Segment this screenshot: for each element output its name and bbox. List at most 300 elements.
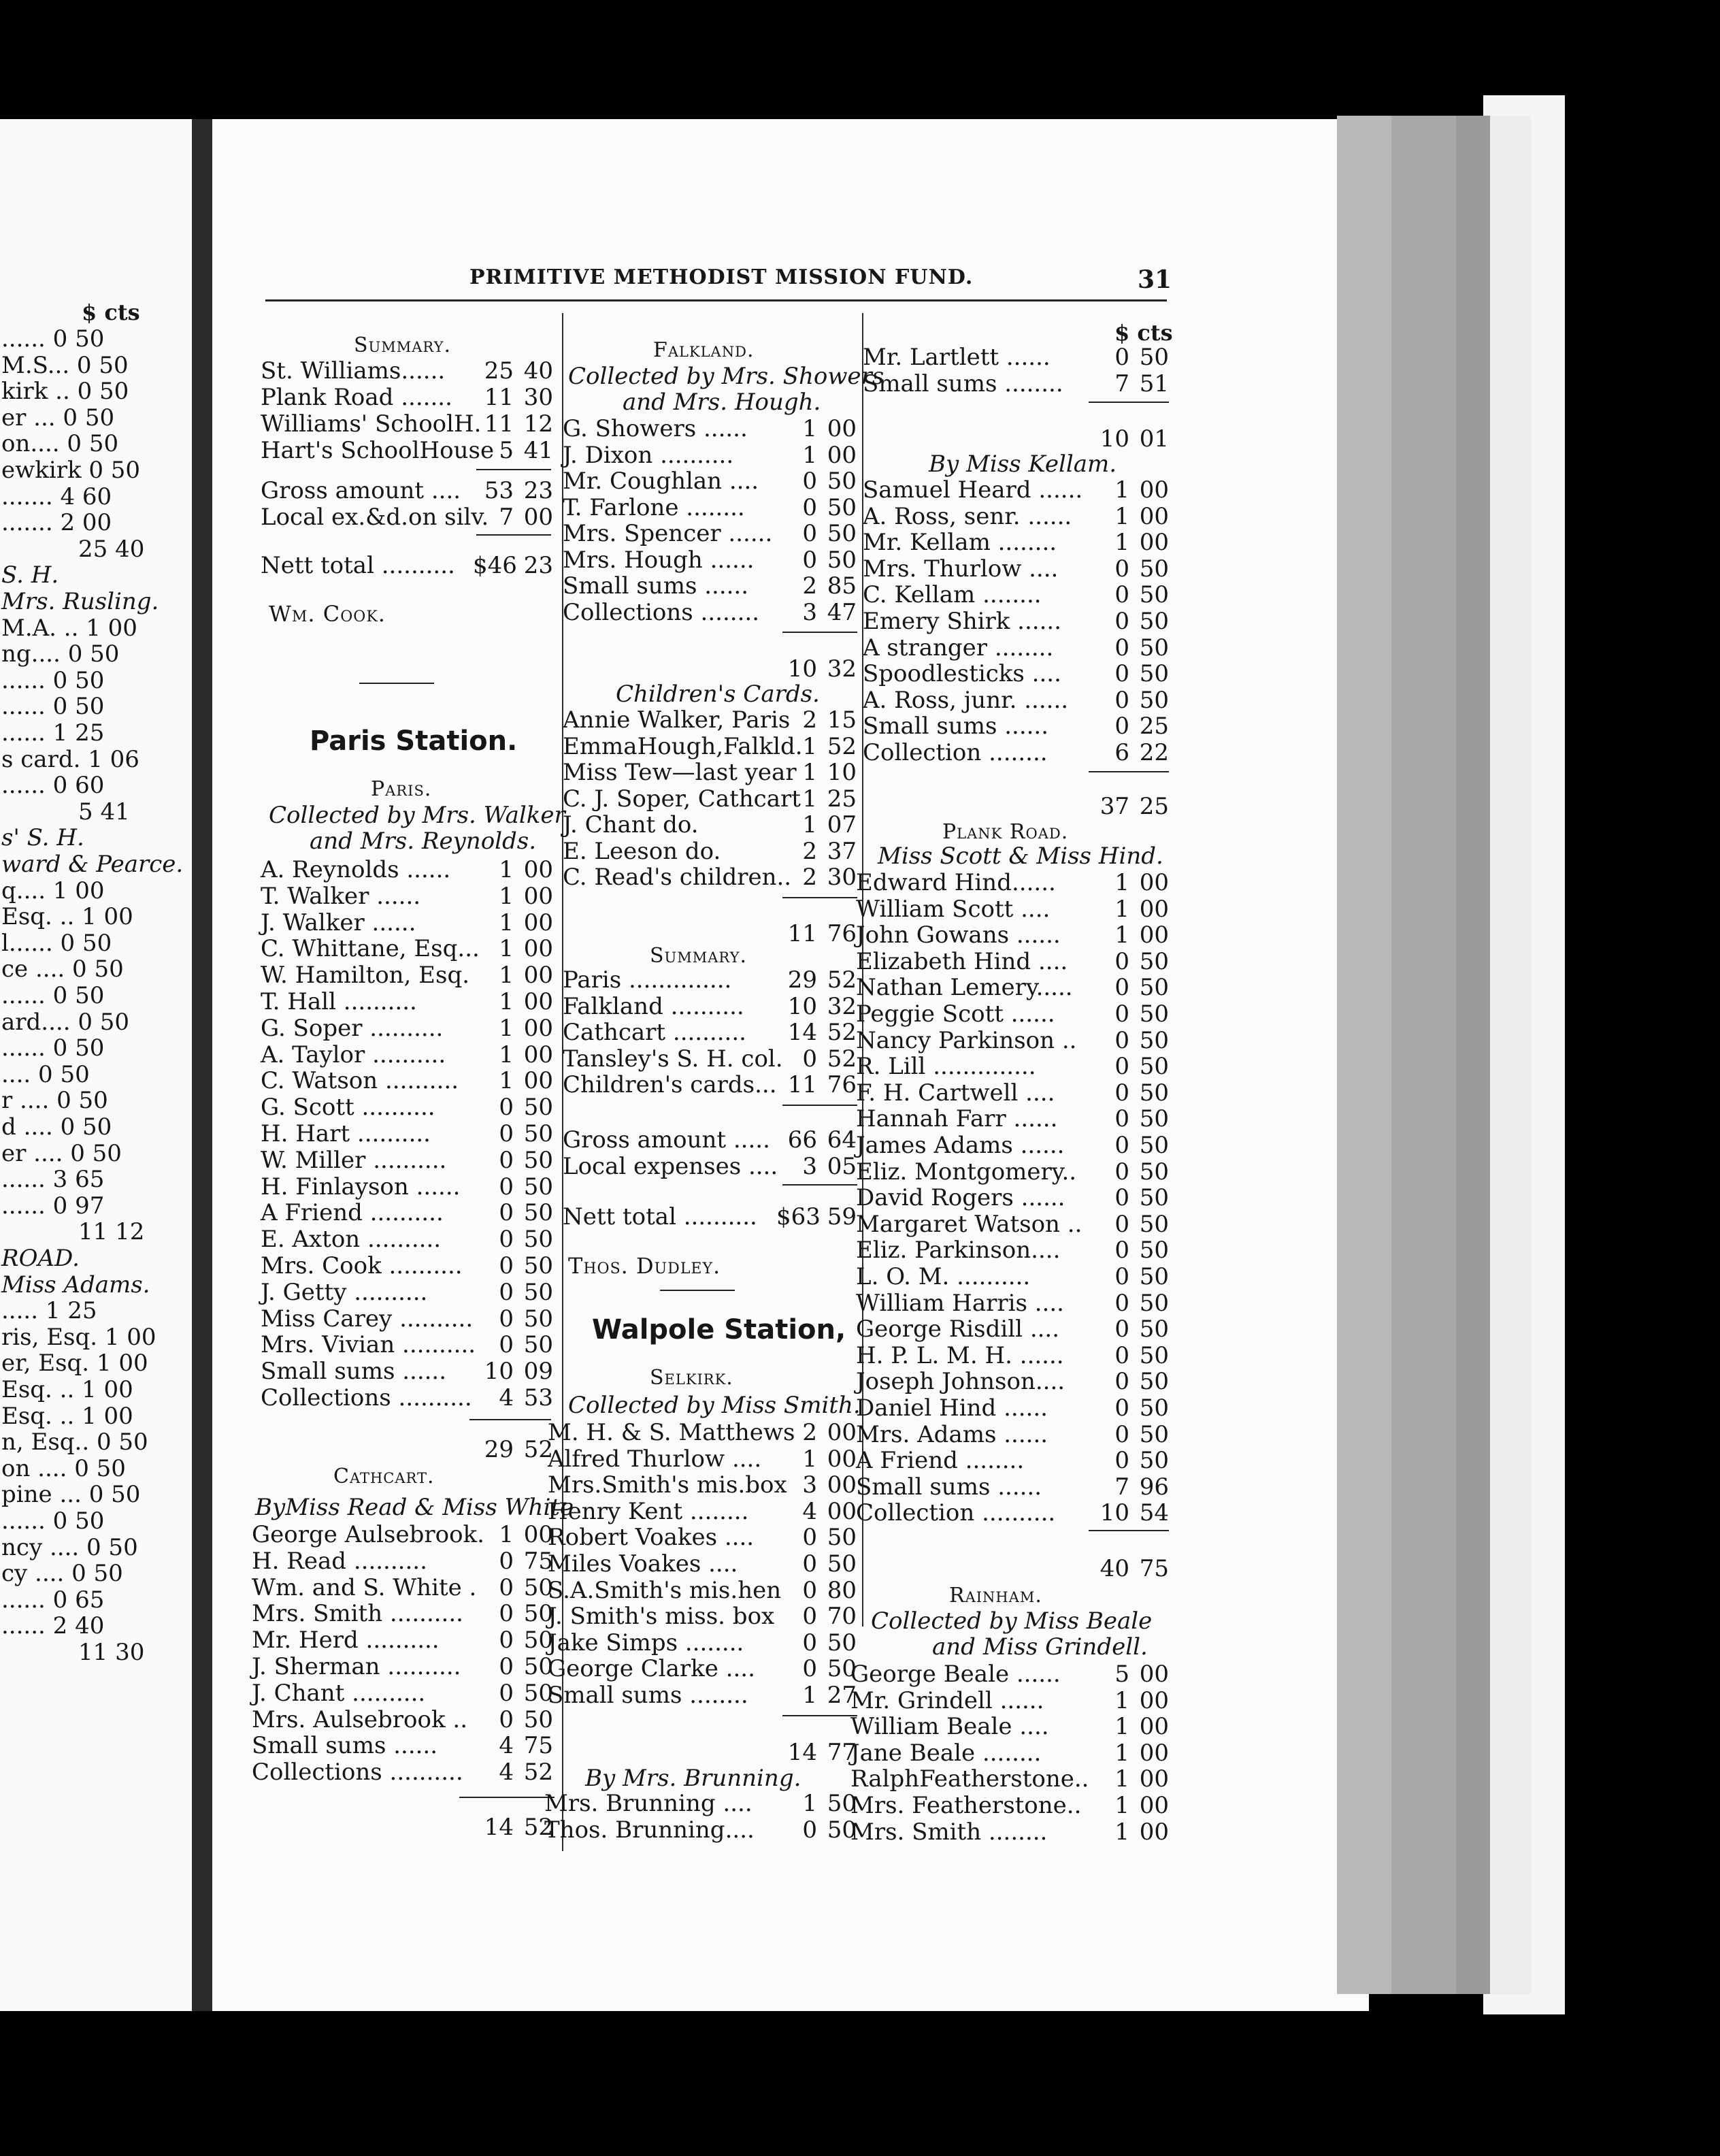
paris-row [261,1199,553,1226]
entry-label: J. Dixon .......... [563,441,734,469]
left-page-line: Mrs. Rusling. [1,588,159,615]
entry-dollars: 10 [484,1358,514,1386]
left-page-line: ...... 0 50 [1,1507,105,1535]
entry-dollars: 7 [499,504,514,531]
left-page-line: .... 0 50 [1,1060,90,1088]
entry-cents: 52 [827,966,857,994]
entry-cents: 00 [1139,895,1169,923]
entry-cents: 00 [523,988,553,1015]
entry-dollars: 0 [1114,1053,1129,1081]
entry-label: M. H. & S. Matthews [548,1419,795,1446]
entry-label: Eliz. Parkinson.... [856,1237,1061,1264]
entry-label: Local expenses .... [563,1153,778,1180]
entry-label: C. Watson .......... [261,1067,459,1095]
entry-cents: 50 [523,1627,553,1654]
entry-cents: 50 [1139,1026,1169,1054]
plank-heading: Plank Road. [942,820,1069,844]
plank-row [856,869,1169,896]
selkirk-rule [782,1715,857,1716]
entry-label: Small sums ...... [261,1358,447,1386]
entry-label: Hart's SchoolHouse [261,437,495,464]
entry-label: William Harris .... [856,1289,1064,1317]
entry-cents: 50 [523,1146,553,1174]
entry-dollars: 2 [802,864,817,891]
entry-dollars: 1 [499,935,514,963]
plank-collectors: Miss Scott & Miss Hind. [878,843,1163,870]
plank-row [856,1000,1169,1028]
entry-dollars: 1 [802,759,817,786]
left-page-line: er .... 0 50 [1,1139,122,1167]
paris-row [261,1015,553,1042]
entry-dollars: 0 [1114,947,1129,975]
entry-dollars: 2 [802,1419,817,1446]
entry-dollars: 0 [1114,1079,1129,1107]
entry-cents: 64 [827,1126,857,1154]
entry-label: H. Finlayson ...... [261,1173,461,1200]
cathcart-row [252,1732,553,1759]
entry-dollars: 1 [1114,1686,1129,1714]
entry-dollars: 0 [499,1600,514,1628]
entry-cents: 50 [1139,608,1169,635]
plank-row [856,1394,1169,1422]
card-row [563,811,857,838]
plank-row [856,1290,1169,1317]
entry-cents: 00 [827,1471,857,1499]
entry-cents: 00 [1139,1792,1169,1819]
entry-dollars: 0 [499,1278,514,1306]
left-page-line: ris, Esq. 1 00 [1,1323,156,1351]
left-page-line: Esq. .. 1 00 [1,903,133,931]
left-page-line: s card. 1 06 [1,745,139,773]
entry-label: J. Getty .......... [261,1278,428,1306]
entry-cents: 32 [827,992,857,1020]
entry-label: Gross amount .... [261,477,461,504]
entry-label: Jane Beale ........ [850,1739,1042,1767]
entry-dollars: 3 [802,1153,817,1180]
entry-cents: 50 [523,1278,553,1306]
entry-label: RalphFeatherstone.. [850,1765,1089,1793]
entry-cents: 00 [1139,1686,1169,1714]
card-row [563,759,857,786]
entry-cents: 96 [1139,1473,1169,1501]
entry-label: Nancy Parkinson .. [856,1026,1077,1054]
total-cents: 01 [1139,425,1169,453]
left-page-line: ewkirk 0 50 [1,457,141,484]
left-page-line: ROAD. [1,1245,80,1272]
plank-row [856,1079,1169,1107]
falkland-row [563,520,857,547]
entry-cents: 50 [827,1816,857,1844]
entry-label: Emery Shirk ...... [863,608,1062,635]
entry-label: George Aulsebrook. [252,1521,484,1548]
entry-cents: 50 [1139,660,1169,688]
entry-cents: 00 [523,856,553,883]
entry-dollars: 1 [1114,502,1129,530]
entry-cents: 00 [1139,1713,1169,1741]
entry-dollars: 1 [499,1521,514,1548]
paris-heading: Paris. [371,777,432,801]
entry-label: St. Williams...... [261,357,446,385]
entry-cents: 50 [523,1305,553,1333]
entry-label: John Gowans ...... [856,921,1061,949]
entry-cents: 53 [523,1384,553,1411]
entry-cents: 50 [827,1550,857,1578]
selkirk-collectors: Collected by Miss Smith. [568,1392,861,1419]
entry-label: Mrs. Aulsebrook .. [252,1705,468,1733]
entry-label: G. Soper .......... [261,1014,444,1042]
left-page-line: n, Esq.. 0 50 [1,1428,148,1456]
entry-cents: 50 [1139,1184,1169,1212]
entry-dollars: 1 [499,988,514,1015]
summary2-row [563,1153,857,1180]
entry-cents: 50 [523,1679,553,1707]
entry-dollars: 0 [1114,974,1129,1002]
entry-dollars: 0 [499,1627,514,1654]
left-page-line: ard.... 0 50 [1,1008,130,1036]
top-row [863,344,1169,371]
falkland-rule [782,632,857,633]
entry-dollars: 0 [802,1524,817,1552]
entry-cents: 00 [523,504,553,531]
entry-label: C. Kellam ........ [863,581,1042,609]
entry-label: Mrs. Smith ........ [850,1818,1048,1846]
entry-dollars: 1 [802,732,817,760]
entry-dollars: 1 [499,856,514,883]
entry-cents: 00 [523,1041,553,1068]
entry-label: Peggie Scott ...... [856,1000,1055,1028]
left-page-line: Esq. .. 1 00 [1,1402,133,1430]
entry-dollars: 0 [499,1331,514,1359]
summary-heading: Summary. [354,333,451,357]
selkirk-row [548,1446,857,1473]
left-page-line: s' S. H. [1,824,84,852]
entry-cents: 50 [827,1655,857,1683]
entry-cents: 50 [523,1226,553,1254]
entry-cents: 85 [827,572,857,600]
entry-cents: 50 [1139,686,1169,714]
entry-label: Collection ........ [863,739,1048,766]
entry-dollars: 0 [1114,1158,1129,1186]
entry-label: E. Axton .......... [261,1226,442,1254]
rainham-collectors-2: and Miss Grindell. [932,1633,1148,1661]
entry-label: Mrs. Adams ...... [856,1420,1048,1448]
entry-dollars: 10 [787,992,817,1020]
left-page-line: ...... 0 97 [1,1192,105,1220]
entry-dollars: 0 [499,1146,514,1174]
left-page-line: ...... 0 50 [1,666,105,694]
entry-cents: 00 [1139,529,1169,557]
entry-dollars: 11 [484,410,514,438]
entry-label: Miss Tew—last year [563,759,797,786]
left-page-line: ...... 1 25 [1,719,105,747]
entry-cents: 59 [827,1203,857,1230]
entry-label: Collections .......... [252,1759,463,1786]
card-row [563,864,857,891]
entry-label: A stranger ........ [863,634,1054,662]
rainham-row [850,1740,1169,1767]
selkirk-row [548,1550,857,1578]
entry-cents: 00 [523,1067,553,1095]
entry-label: H. Hart .......... [261,1120,431,1147]
entry-label: Edward Hind...... [856,869,1056,896]
entry-cents: 09 [523,1358,553,1386]
entry-cents: 15 [827,706,857,734]
left-page-line: ncy .... 0 50 [1,1533,138,1561]
entry-cents: 50 [1139,1079,1169,1107]
entry-cents: 27 [827,1682,857,1709]
left-page-line: ...... 2 40 [1,1612,105,1640]
entry-cents: 23 [523,552,553,579]
summary2-row [563,993,857,1020]
entry-dollars: 1 [802,1682,817,1709]
entry-label: T. Walker ...... [261,882,421,910]
entry-cents: 76 [827,1071,857,1098]
left-page-line: ...... 0 50 [1,982,105,1009]
entry-dollars: 0 [1114,1000,1129,1028]
paris-row [261,1120,553,1147]
entry-dollars: 0 [1114,1105,1129,1133]
entry-cents: 25 [1139,713,1169,740]
paris-row [261,1331,553,1358]
left-page-line: Miss Adams. [1,1271,150,1298]
entry-dollars: 7 [1114,1473,1129,1501]
selkirk-row [548,1419,857,1446]
left-page-line: ce .... 0 50 [1,956,124,983]
entry-cents: 30 [827,864,857,891]
entry-label: Nett total .......... [261,552,455,579]
total-cents: 75 [1139,1555,1169,1582]
entry-dollars: 0 [1114,608,1129,635]
cathcart-heading: Cathcart. [333,1465,435,1488]
entry-dollars: 1 [1114,921,1129,949]
plank-row [856,1473,1169,1501]
entry-label: Mrs. Vivian .......... [261,1331,476,1359]
entry-cents: 50 [523,1173,553,1200]
selkirk-row [548,1498,857,1525]
entry-dollars: 0 [802,493,817,521]
plank-row [856,1421,1169,1448]
entry-dollars: 0 [1114,1237,1129,1264]
plank-row [856,1263,1169,1290]
entry-dollars: 0 [802,1550,817,1578]
entry-dollars: 5 [1114,1661,1129,1688]
entry-label: Collections .......... [261,1384,472,1411]
entry-cents: 50 [1139,344,1169,371]
paris-row [261,1173,553,1200]
entry-label: A. Ross, senr. ...... [863,502,1072,530]
entry-label: Small sums ...... [863,713,1049,740]
entry-dollars: $46 [473,552,517,579]
entry-label: Alfred Thurlow .... [548,1445,762,1473]
entry-label: Henry Kent ........ [548,1497,749,1525]
total-dollars: 10 [787,655,817,683]
entry-cents: 50 [523,1199,553,1227]
paris-row [261,856,553,883]
col3-dollar-heading: $ cts [1114,320,1173,346]
entry-dollars: 0 [1114,1289,1129,1317]
cards-heading: Children's Cards. [616,681,820,708]
cathcart-row [252,1759,553,1786]
cathcart-row [252,1706,553,1733]
entry-cents: 50 [1139,1316,1169,1343]
summary-2-heading: Summary. [650,944,747,968]
falkland-row [563,415,857,442]
entry-dollars: 0 [1114,713,1129,740]
entry-dollars: 4 [499,1759,514,1786]
entry-dollars: 0 [1114,1132,1129,1159]
left-page-line: ..... 1 25 [1,1297,97,1325]
entry-cents: 50 [523,1094,553,1122]
kellam-row [863,581,1169,608]
entry-label: W. Miller .......... [261,1146,447,1174]
selkirk-heading: Selkirk. [650,1366,733,1390]
entry-cents: 50 [523,1653,553,1680]
left-page-line: ....... 4 60 [1,483,112,510]
entry-cents: 50 [1139,974,1169,1002]
entry-label: C. Read's children.. [563,864,792,891]
selkirk-row [548,1655,857,1682]
entry-cents: 23 [523,477,553,504]
entry-dollars: 0 [1114,1210,1129,1238]
left-page-line: pine ... 0 50 [1,1481,141,1509]
left-page-line: on.... 0 50 [1,430,119,458]
entry-label: Joseph Johnson.... [856,1368,1065,1396]
summary2-row [563,1071,857,1098]
entry-dollars: 0 [499,1120,514,1147]
entry-cents: 50 [827,1790,857,1817]
entry-dollars: 1 [802,1790,817,1817]
selkirk-row [548,1682,857,1709]
plank-row [856,1158,1169,1186]
entry-dollars: 5 [499,437,514,464]
plank-row [856,1368,1169,1395]
entry-cents: 50 [827,520,857,547]
entry-cents: 50 [1139,555,1169,583]
kellam-row [863,555,1169,583]
top-row [863,370,1169,397]
summary-row [261,410,553,438]
kellam-total [863,793,1169,820]
entry-cents: 50 [523,1120,553,1147]
entry-dollars: 0 [1114,1394,1129,1422]
entry-cents: 50 [1139,1053,1169,1081]
top-rule [1089,402,1169,403]
brunning-row [544,1790,857,1817]
selkirk-row [548,1629,857,1656]
entry-dollars: 0 [499,1094,514,1122]
rainham-row [850,1765,1169,1793]
entry-cents: 50 [827,1524,857,1552]
header-rule [265,299,1167,301]
total-dollars: 37 [1099,793,1129,820]
summary2-row [563,1126,857,1154]
summary-row [261,504,553,531]
left-page-line: 5 41 [78,798,130,826]
entry-cents: 00 [1139,1765,1169,1793]
entry-dollars: 3 [802,598,817,626]
entry-label: Robert Voakes .... [548,1524,755,1552]
rainham-heading: Rainham. [949,1584,1042,1607]
entry-label: A. Ross, junr. ...... [863,686,1069,714]
entry-label: James Adams ...... [856,1132,1065,1159]
selkirk-row [548,1471,857,1499]
entry-label: E. Leeson do. [563,837,721,865]
entry-label: Small sums ........ [548,1682,748,1709]
left-page-line: cy .... 0 50 [1,1560,123,1588]
entry-cents: 50 [1139,1210,1169,1238]
entry-cents: 52 [827,732,857,760]
left-page-line: M.S... 0 50 [1,351,129,379]
rainham-row [850,1792,1169,1819]
paris-row [261,1305,553,1333]
entry-label: L. O. M. .......... [856,1263,1031,1290]
entry-cents: 41 [523,437,553,464]
entry-cents: 50 [523,1331,553,1359]
cards-rule [782,897,857,898]
paris-row [261,988,553,1015]
section-divider [359,683,434,684]
entry-dollars: 0 [802,468,817,495]
entry-cents: 00 [523,1014,553,1042]
cathcart-row [252,1548,553,1575]
entry-label: H. P. L. M. H. ...... [856,1341,1064,1369]
entry-cents: 50 [1139,581,1169,609]
kellam-row [863,529,1169,556]
entry-dollars: 0 [1114,686,1129,714]
entry-dollars: 0 [1114,1316,1129,1343]
entry-dollars: 0 [499,1547,514,1575]
paris-total [261,1436,553,1463]
entry-label: H. Read .......... [252,1547,427,1575]
plank-rule [1089,1530,1169,1531]
cathcart-row [252,1627,553,1654]
entry-dollars: 0 [499,1226,514,1254]
left-page-line: kirk .. 0 50 [1,378,129,406]
entry-cents: 00 [1139,921,1169,949]
entry-dollars: 0 [1114,1263,1129,1290]
rainham-row [850,1713,1169,1740]
entry-label: J. Chant .......... [252,1679,426,1707]
selkirk-total [563,1739,857,1766]
entry-label: Small sums ...... [856,1473,1042,1501]
signature-cook: Wm. Cook. [269,601,386,627]
entry-label: Mrs. Featherstone.. [850,1792,1082,1819]
summary-row [261,357,553,385]
entry-cents: 54 [1139,1499,1169,1527]
selkirk-row [548,1577,857,1604]
entry-label: T. Hall .......... [261,988,417,1015]
paris-row [261,1226,553,1253]
station-title-paris: Paris Station. [310,725,518,757]
entry-label: J. Smith's miss. box [548,1603,775,1631]
entry-dollars: 4 [499,1732,514,1760]
entry-dollars: 4 [499,1384,514,1411]
entry-label: Nett total .......... [563,1203,757,1230]
entry-label: Williams' SchoolH. [261,410,482,438]
entry-label: Plank Road ....... [261,384,452,411]
left-page-line: 11 12 [78,1218,145,1246]
paris-row [261,1147,553,1174]
entry-label: G. Scott .......... [261,1094,435,1122]
entry-cents: 00 [827,1419,857,1446]
entry-dollars: 0 [1114,555,1129,583]
entry-dollars: 0 [499,1653,514,1680]
entry-dollars: 29 [787,966,817,994]
entry-cents: 52 [827,1019,857,1046]
paris-row [261,1384,553,1411]
entry-label: Mr. Herd .......... [252,1627,440,1654]
total-dollars: 11 [787,920,817,947]
